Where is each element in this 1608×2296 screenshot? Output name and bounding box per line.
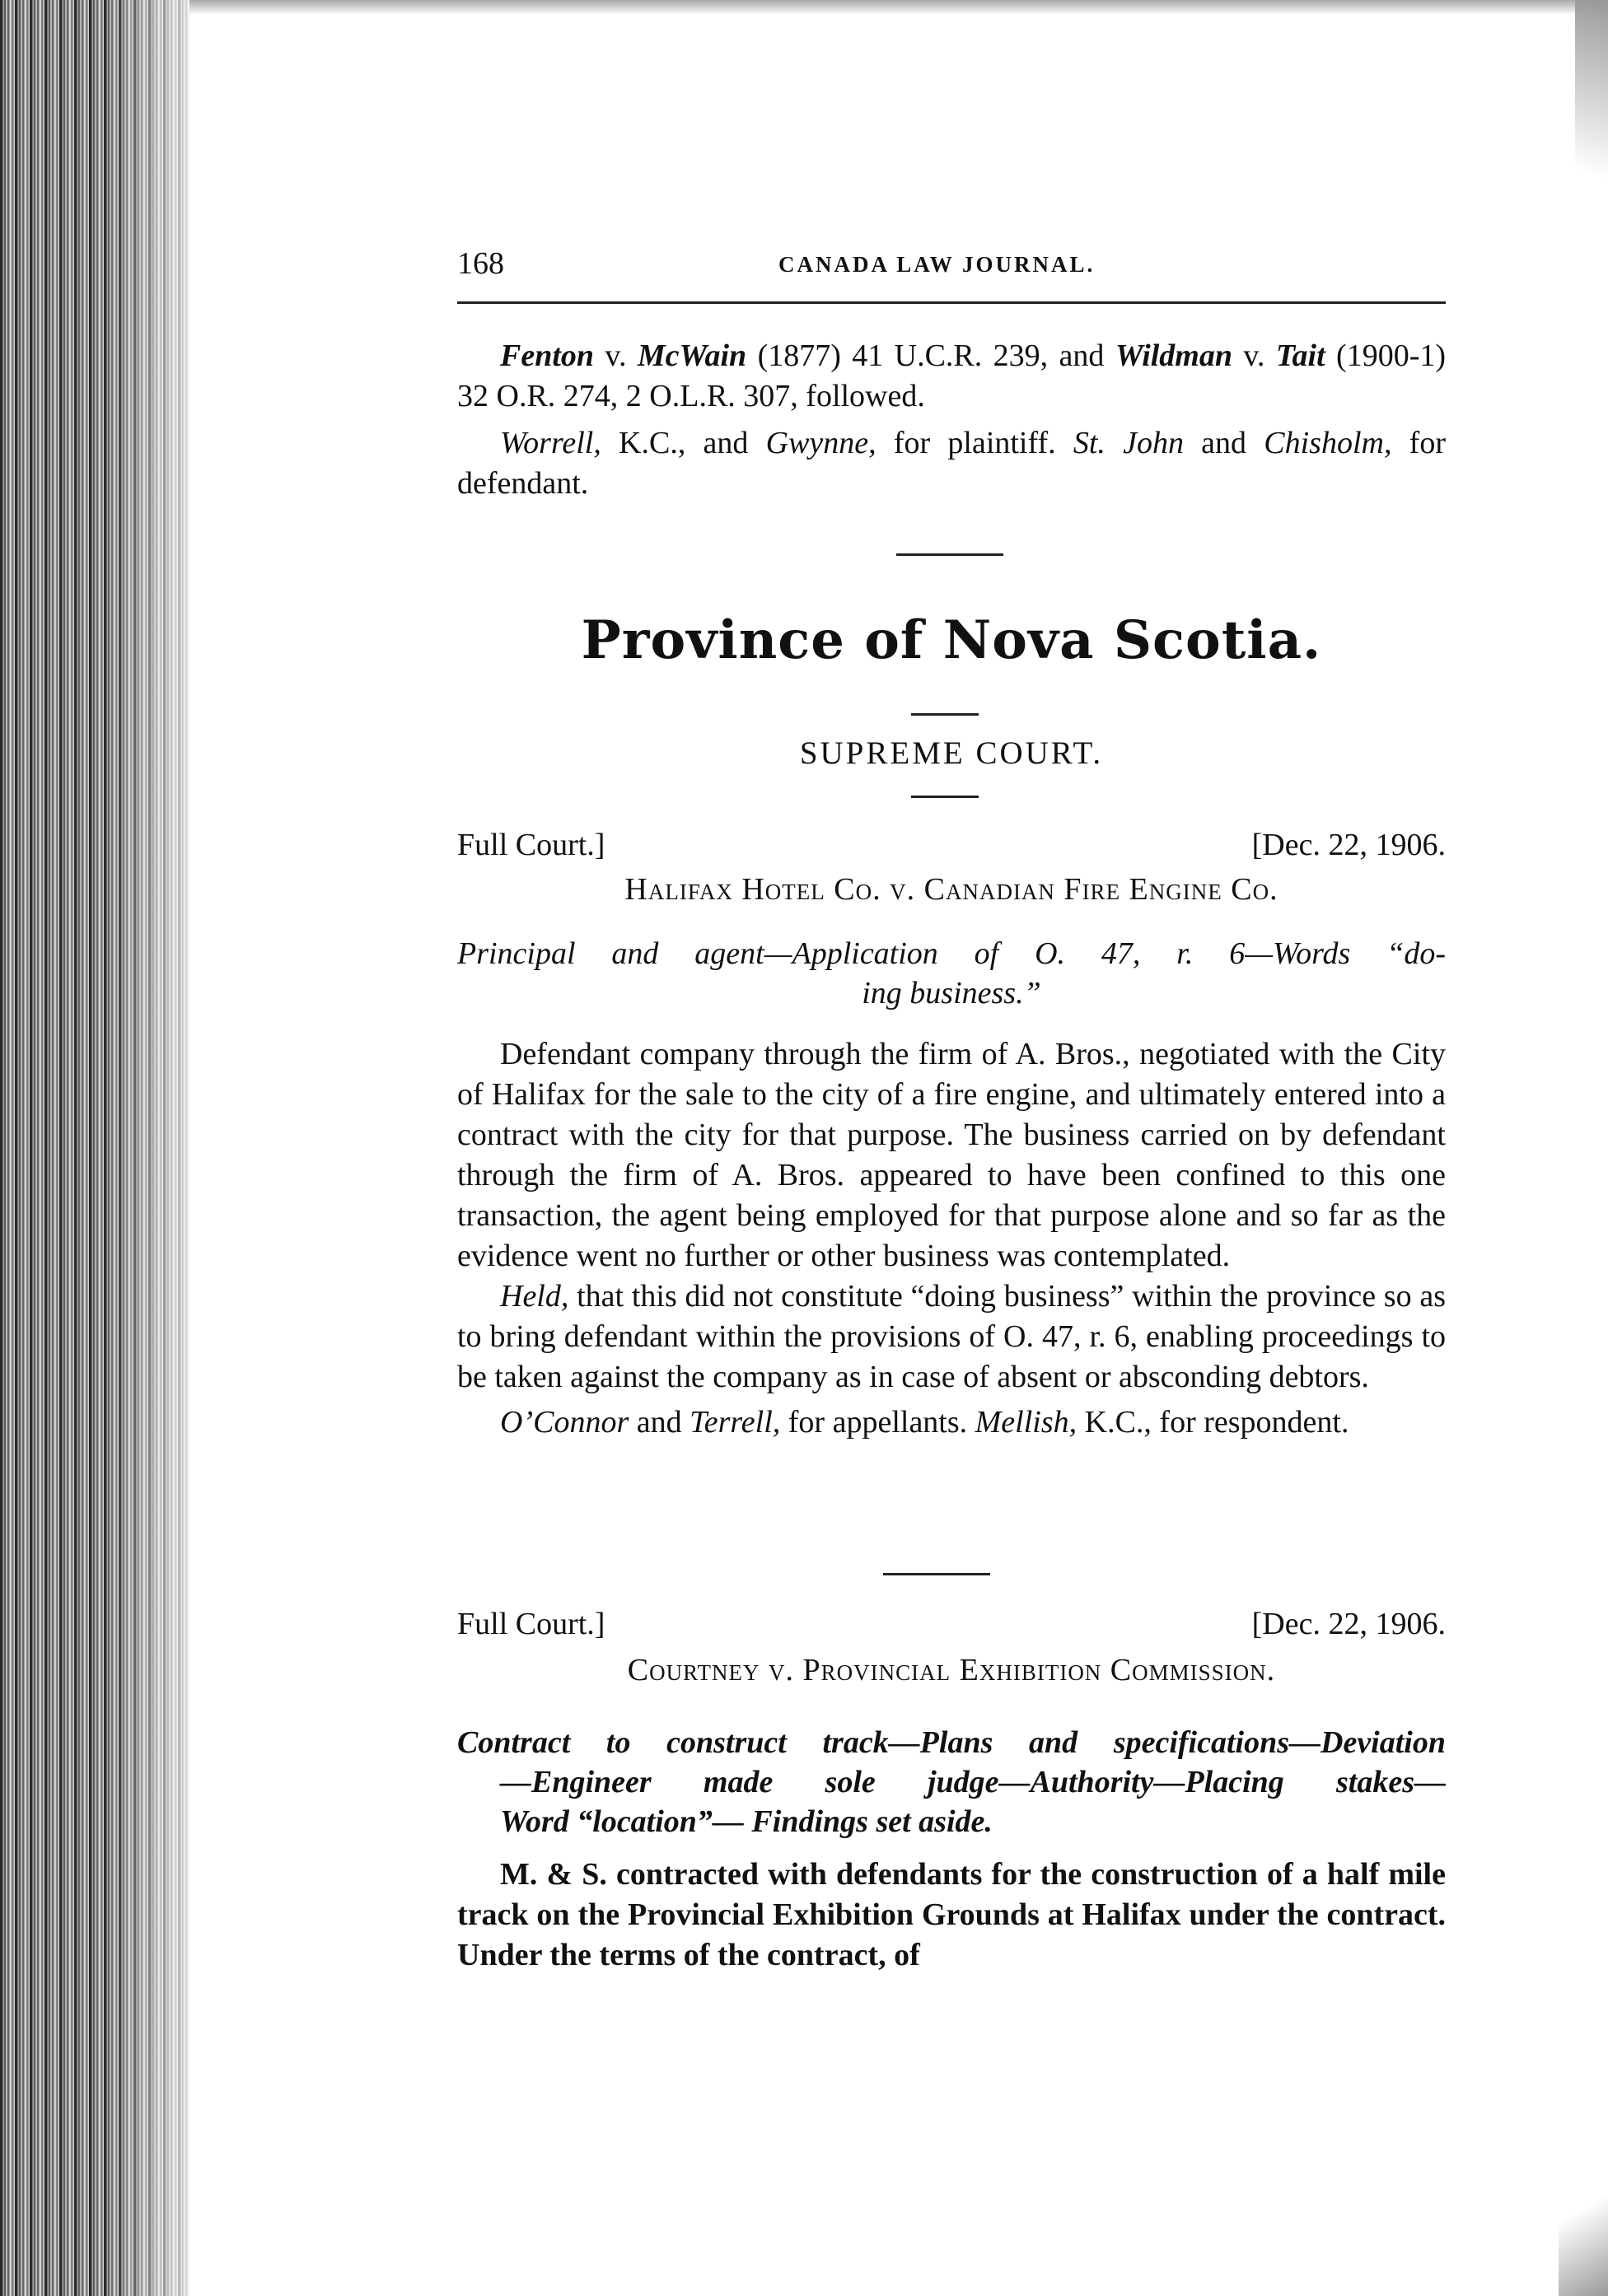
text-run: K.C., and	[601, 426, 766, 460]
intro-block	[457, 336, 1446, 504]
headnote-line: ing business.”	[862, 976, 1041, 1010]
counsel-name: Gwynne,	[765, 426, 876, 460]
case1-body	[457, 1034, 1446, 1443]
headnote-line: —Engineer made sole judge—Authority—Placing stakes—	[500, 1765, 1446, 1799]
case2-body	[457, 1855, 1446, 1976]
headnote-line: Contract to construct track—Plans and specifications—Deviation	[457, 1725, 1446, 1760]
case1-headnote	[457, 934, 1446, 1013]
text-run: v.	[1232, 338, 1276, 373]
citation: (1900-1) 32 O.R. 274, 2 O.L.R. 307, followed.	[457, 338, 1447, 413]
section-divider	[911, 796, 979, 798]
court-label: Full Court.]	[457, 828, 605, 862]
case-name: Tait	[1275, 338, 1325, 373]
court-label: Full Court.]	[457, 1607, 605, 1641]
case-name: Fenton	[500, 338, 595, 373]
counsel-name: Worrell,	[500, 426, 601, 460]
case2-headnote	[457, 1723, 1446, 1841]
case1-counsel-paragraph	[457, 1402, 1446, 1443]
case-name: McWain	[637, 338, 747, 373]
case2-title: Courtney v. Provincial Exhibition Commission.	[627, 1653, 1276, 1687]
case-name: Wildman	[1115, 338, 1232, 373]
page-corner-bottom-right	[1559, 2197, 1608, 2296]
section-divider	[896, 553, 1003, 556]
running-title: CANADA LAW JOURNAL.	[778, 252, 1096, 277]
page-number: 168	[457, 246, 504, 281]
province-heading: Province of Nova Scotia.	[581, 609, 1322, 671]
header-rule	[457, 301, 1446, 304]
case1-facts-paragraph: Defendant company through the firm of A. Bros., negotiated with the City of Halifax for the sale to the city of a fire engine, and ultimately entered into a contract with the city for that purpose. The business carried on by defendant through the firm of A. Bros. appeared to have been confined to this one transaction, the agent being employed for that purpose alone and so far as the evidence went no further or other business was contemplated.	[457, 1037, 1446, 1273]
counsel-name: St. John	[1073, 426, 1184, 460]
binding-shadow	[107, 0, 222, 2296]
counsel-name: Terrell,	[689, 1405, 781, 1440]
case2-facts-paragraph: M. & S. contracted with defendants for the construction of a half mile track on the Provincial Exhibition Grounds at Halifax under the contract. Under the terms of the contract, of	[457, 1857, 1446, 1972]
held-text: that this did not constitute “doing business” within the province so as to bring defendant within the provisions of O. 47, r. 6, enabling proceedings to be taken against the company as in case of absent or absconding debtors.	[457, 1279, 1446, 1394]
counsel-name: O’Connor	[500, 1405, 629, 1440]
decision-date: [Dec. 22, 1906.	[1251, 828, 1446, 862]
case2-court-line	[457, 1606, 1446, 1647]
intro-paragraph-1	[457, 336, 1446, 417]
case1-held-paragraph	[457, 1276, 1446, 1398]
section-divider	[911, 713, 979, 716]
text-run: for plaintiff.	[876, 426, 1073, 460]
citation: (1877) 41 U.C.R. 239, and	[746, 338, 1115, 373]
counsel-name: Chisholm,	[1264, 426, 1392, 460]
page-header	[457, 245, 1446, 287]
case1-court-line	[457, 827, 1446, 868]
headnote-line: Word “location”— Findings set aside.	[500, 1804, 993, 1839]
intro-paragraph-2	[457, 423, 1446, 504]
page-top-edge	[189, 0, 1608, 15]
text-run: for defendant.	[457, 426, 1446, 501]
case1-title: Halifax Hotel Co. v. Canadian Fire Engine Co.	[624, 872, 1278, 907]
text-run: for appellants.	[780, 1405, 975, 1440]
page-corner-top-right	[1575, 0, 1608, 214]
text-run: v.	[594, 338, 638, 373]
decision-date: [Dec. 22, 1906.	[1251, 1607, 1446, 1641]
counsel-name: Mellish,	[975, 1405, 1077, 1440]
headnote-line: Principal and agent—Application of O. 47, r. 6—Words “do-	[457, 936, 1446, 971]
held-label: Held,	[500, 1279, 569, 1314]
text-run: K.C., for respondent.	[1077, 1405, 1349, 1440]
section-divider	[883, 1573, 990, 1575]
court-heading: SUPREME COURT.	[799, 735, 1104, 771]
text-run: and	[1183, 426, 1264, 460]
text-run: and	[629, 1405, 690, 1440]
